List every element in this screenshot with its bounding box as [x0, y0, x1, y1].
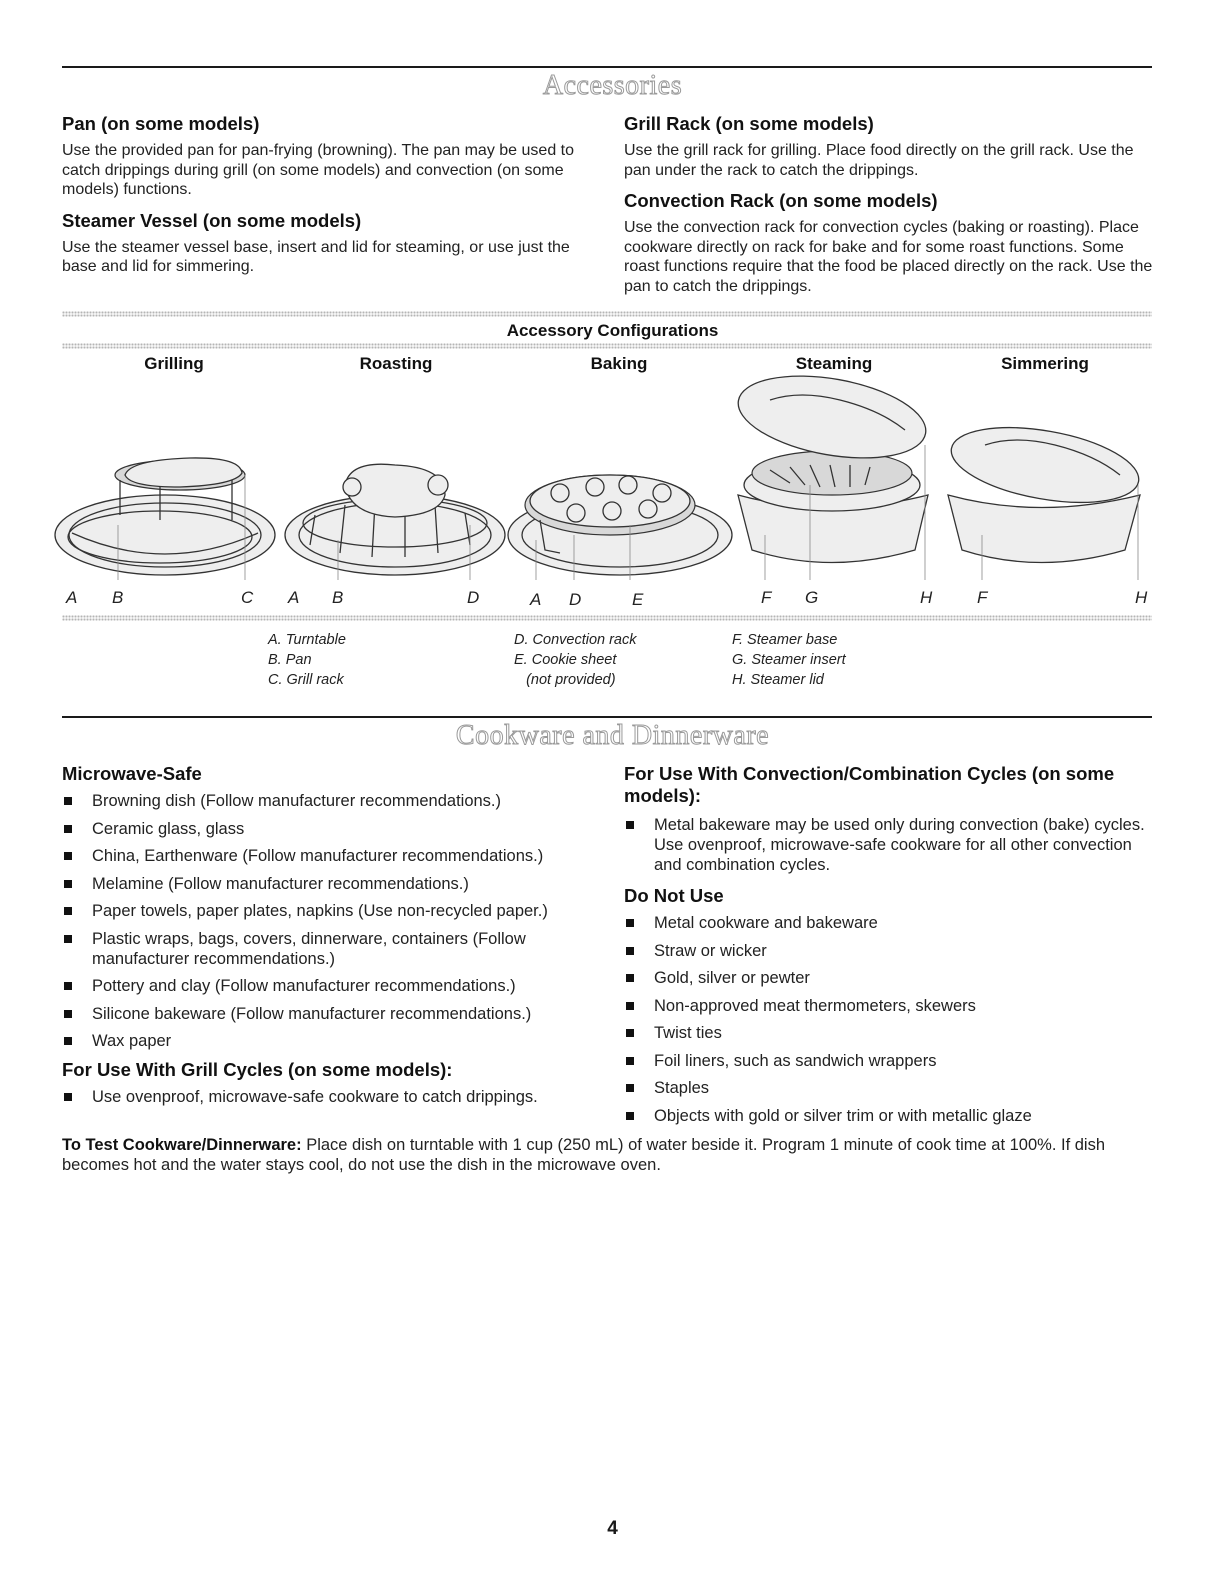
letter-g-steaming: G	[805, 588, 819, 607]
grill-cycles-list	[62, 1087, 602, 1107]
letter-a-roasting: A	[288, 588, 300, 607]
legend-item: G. Steamer insert	[732, 652, 846, 668]
letter-d-roasting: D	[467, 588, 480, 607]
letter-h-simmering: H	[1135, 588, 1148, 607]
list-item: Staples	[624, 1078, 1154, 1098]
config-title: Accessory Configurations	[506, 321, 719, 340]
letter-a-baking: A	[530, 590, 542, 609]
legend-item: F. Steamer base	[732, 632, 838, 648]
test-text: Place dish on turntable with 1 cup (250 mL) of water beside it. Program 1 minute of cook time at 100%. If dish becomes hot and the water stays cool, do not use the dish in the microwave oven.	[62, 1136, 1106, 1174]
pan-text: Use the provided pan for pan-frying (browning). The pan may be used to catch drippings during grill (on some models) and convection (on some models) functions.	[62, 142, 574, 198]
config-title-band	[62, 343, 1152, 349]
list-item: Use ovenproof, microwave-safe cookware to catch drippings.	[62, 1087, 602, 1107]
roasting-illustration	[285, 464, 505, 580]
accessories-left-column	[62, 113, 602, 277]
cookware-title: Cookware and Dinnerware	[455, 720, 770, 751]
letter-b-roasting: B	[332, 588, 344, 607]
label-steaming: Steaming	[795, 354, 873, 373]
steaming-illustration	[732, 375, 932, 580]
letter-c-grilling: C	[241, 588, 254, 607]
legend-column-3	[732, 630, 846, 690]
test-label: To Test Cookware/Dinnerware:	[62, 1136, 302, 1154]
label-grilling: Grilling	[144, 354, 204, 373]
list-item: Browning dish (Follow manufacturer recommendations.)	[62, 791, 602, 811]
steamer-text: Use the steamer vessel base, insert and lid for steaming, or use just the base and lid for simmering.	[62, 238, 570, 275]
list-item: Silicone bakeware (Follow manufacturer recommendations.)	[62, 1004, 602, 1024]
cookware-right-column	[624, 763, 1154, 1133]
letter-e-baking: E	[632, 590, 644, 609]
list-item: Melamine (Follow manufacturer recommendations.)	[62, 874, 602, 894]
list-item: Metal cookware and bakeware	[624, 913, 1154, 933]
label-simmering: Simmering	[1001, 354, 1089, 373]
accessory-configurations-illustration	[0, 375, 1225, 605]
microwave-safe-heading: Microwave-Safe	[62, 763, 202, 784]
cookware-rule	[62, 716, 1152, 718]
legend-item: E. Cookie sheet	[514, 652, 617, 668]
convection-rack-text: Use the convection rack for convection cycles (baking or roasting). Place cookware directly on rack for bake and for some roast functions. Some roast functions require that the food be placed directly on the rack. Use the pan to catch the drippings.	[624, 219, 1153, 295]
do-not-use-heading: Do Not Use	[624, 885, 724, 906]
grilling-illustration	[55, 458, 275, 580]
list-item: Paper towels, paper plates, napkins (Use non-recycled paper.)	[62, 901, 602, 921]
legend-column-2	[514, 630, 637, 690]
convection-cycles-list	[624, 815, 1154, 875]
list-item: Twist ties	[624, 1023, 1154, 1043]
accessories-title: Accessories	[542, 70, 683, 101]
simmering-illustration	[946, 415, 1145, 580]
accessories-right-column	[624, 113, 1154, 296]
list-item: Straw or wicker	[624, 941, 1154, 961]
letter-d-baking: D	[569, 590, 582, 609]
grill-cycles-heading: For Use With Grill Cycles (on some models):	[62, 1059, 453, 1080]
grill-rack-heading: Grill Rack (on some models)	[624, 113, 874, 134]
letter-f-steaming: F	[761, 588, 772, 607]
legend-item: H. Steamer lid	[732, 672, 824, 688]
legend-item: D. Convection rack	[514, 632, 637, 648]
legend-item: (not provided)	[514, 672, 616, 688]
letter-h-steaming: H	[920, 588, 933, 607]
grill-rack-text: Use the grill rack for grilling. Place food directly on the grill rack. Use the pan under the rack to catch the drippings.	[624, 142, 1134, 179]
list-item: Non-approved meat thermometers, skewers	[624, 996, 1154, 1016]
top-rule	[62, 66, 1152, 68]
list-item: Metal bakeware may be used only during convection (bake) cycles. Use ovenproof, microwave-safe cookware for all other convection and combination cycles.	[624, 815, 1154, 875]
pan-heading: Pan (on some models)	[62, 113, 260, 134]
letter-b-grilling: B	[112, 588, 124, 607]
legend-item: A. Turntable	[268, 632, 346, 648]
baking-illustration	[508, 475, 732, 580]
steamer-heading: Steamer Vessel (on some models)	[62, 209, 362, 231]
cookware-left-column	[62, 763, 602, 1115]
page-number: 4	[607, 1518, 618, 1539]
legend-item: B. Pan	[268, 652, 312, 668]
label-roasting: Roasting	[359, 354, 433, 373]
label-baking: Baking	[590, 354, 648, 373]
config-bottom-band	[62, 615, 1152, 621]
microwave-safe-list	[62, 791, 602, 1051]
list-item: Foil liners, such as sandwich wrappers	[624, 1051, 1154, 1071]
convection-cycles-heading: For Use With Convection/Combination Cycles (on some models):	[624, 763, 1115, 806]
test-cookware-paragraph	[62, 1135, 1157, 1175]
list-item: Plastic wraps, bags, covers, dinnerware, containers (Follow manufacturer recommendations.)	[62, 929, 602, 969]
legend-item: C. Grill rack	[268, 672, 344, 688]
list-item: Wax paper	[62, 1031, 602, 1051]
list-item: Ceramic glass, glass	[62, 819, 602, 839]
letter-f-simmering: F	[977, 588, 988, 607]
convection-rack-heading: Convection Rack (on some models)	[624, 190, 938, 211]
legend-column-1	[268, 630, 346, 690]
do-not-use-list	[624, 913, 1154, 1126]
list-item: Pottery and clay (Follow manufacturer recommendations.)	[62, 976, 602, 996]
list-item: Gold, silver or pewter	[624, 968, 1154, 988]
config-top-band	[62, 311, 1152, 317]
list-item: Objects with gold or silver trim or with metallic glaze	[624, 1106, 1154, 1126]
list-item: China, Earthenware (Follow manufacturer recommendations.)	[62, 846, 602, 866]
letter-a-grilling: A	[66, 588, 78, 607]
